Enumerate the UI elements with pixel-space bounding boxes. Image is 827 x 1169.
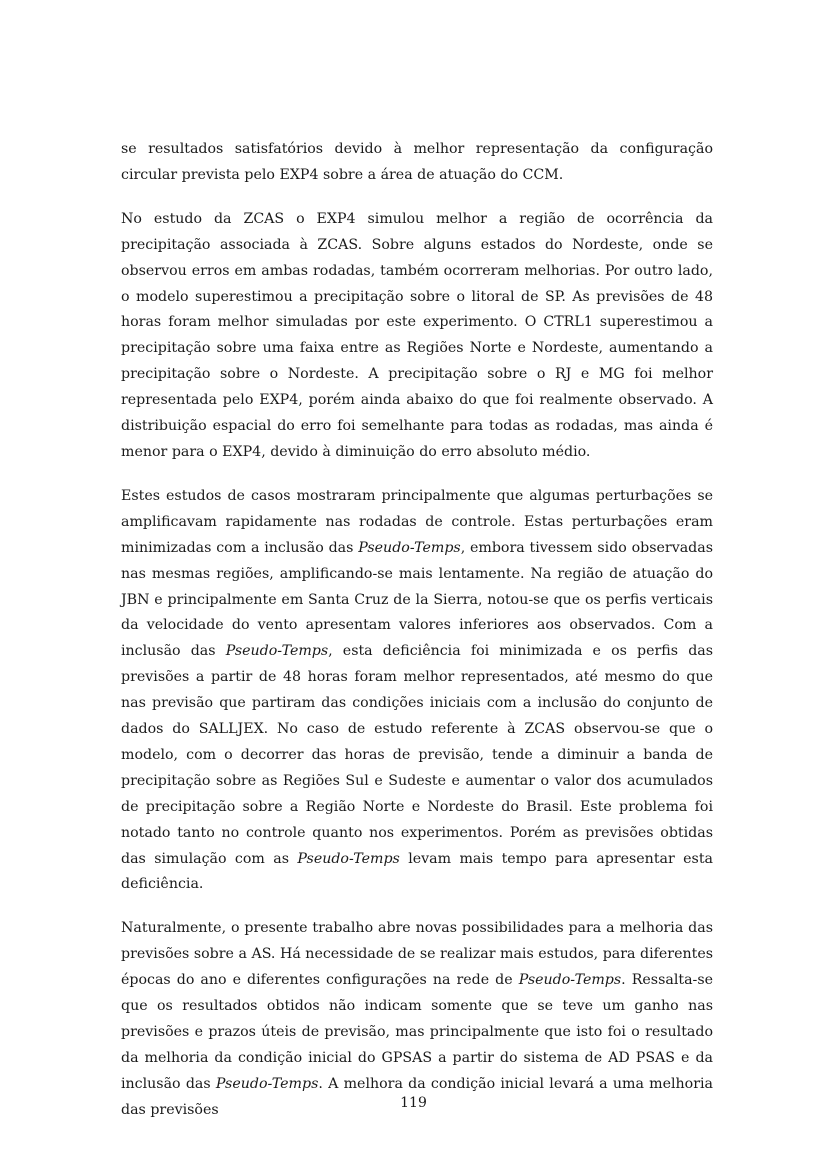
italic-term: Pseudo-Temps xyxy=(297,850,400,867)
text-run: . A melhora da condição inicial levará a uma melhoria das previsões xyxy=(121,1075,714,1118)
italic-term: Pseudo-Temps xyxy=(225,643,329,660)
paragraph-3 xyxy=(121,484,713,899)
text-run: Estes estudos de casos mostraram principalmente que algumas perturbações se amplificavam rapidamente nas rodadas de controle. Estas perturbações eram minimizadas com a inclusão das xyxy=(121,487,713,556)
text-run: No estudo da ZCAS o EXP4 simulou melhor a região de ocorrência da precipitação associada à ZCAS. Sobre alguns estados do Nordeste, onde se observou erros em ambas rodadas, também ocorreram melhorias. Por outro lado, o modelo superestimou a precipitação sobre o litoral de SP. As previsões de 48 horas foram melhor simuladas por este experimento. O CTRL1 superestimou a precipitação sobre uma faixa entre as Regiões Norte e Nordeste, aumentando a precipitação sobre o Nordeste. A precipitação sobre o RJ e MG foi melhor representada pelo EXP4, porém ainda abaixo do que foi realmente observado. A distribuição espacial do erro foi semelhante para todas as rodadas, mas ainda é menor para o EXP4, devido à diminuição do erro absoluto médio. xyxy=(121,210,713,460)
italic-term: Pseudo-Temps xyxy=(358,539,461,556)
text-run: , esta deficiência foi minimizada e os perfis das previsões a partir de 48 horas foram melhor representados, até mesmo do que nas previsão que partiram das condições iniciais com a inclusão do conjunto de dados do SALLJEX. No caso de estudo referente à ZCAS observou-se que o modelo, com o decorrer das horas de previsão, tende a diminuir a banda de precipitação sobre as Regiões Sul e Sudeste e aumentar o valor dos acumulados de precipitação sobre a Região Norte e Nordeste do Brasil. Este problema foi notado tanto no controle quanto nos experimentos. Porém as previsões obtidas das simulação com as xyxy=(121,643,714,867)
text-run: . Ressalta-se que os resultados obtidos não indicam somente que se teve um ganho nas previsões e prazos úteis de previsão, mas principalmente que isto foi o resultado da melhoria da condição inicial do GPSAS a partir do sistema de AD PSAS e da inclusão das xyxy=(121,972,713,1092)
paragraph-1 xyxy=(121,137,713,189)
text-run: , embora tivessem sido observadas nas mesmas regiões, amplificando-se mais lentamente. Na região de atuação do JBN e principalmente em Santa Cruz de la Sierra, notou-se que os perfis verticais da velocidade do vento apresentam valores inferiores aos observados. Com a inclusão das xyxy=(121,539,713,660)
paragraph-2 xyxy=(121,207,713,466)
text-run: se resultados satisfatórios devido à melhor representação da configuração circular prevista pelo EXP4 sobre a área de atuação do CCM. xyxy=(121,141,713,183)
text-run: levam mais tempo para apresentar esta deficiência. xyxy=(121,850,713,893)
text-run: Naturalmente, o presente trabalho abre novas possibilidades para a melhoria das previsões sobre a AS. Há necessidade de se realizar mais estudos, para diferentes épocas do ano e diferentes configurações na rede de xyxy=(121,920,713,989)
page-number: 119 xyxy=(400,1095,427,1111)
italic-term: Pseudo-Temps xyxy=(518,972,622,989)
page-body xyxy=(121,137,713,1142)
italic-term: Pseudo-Temps xyxy=(215,1075,319,1092)
